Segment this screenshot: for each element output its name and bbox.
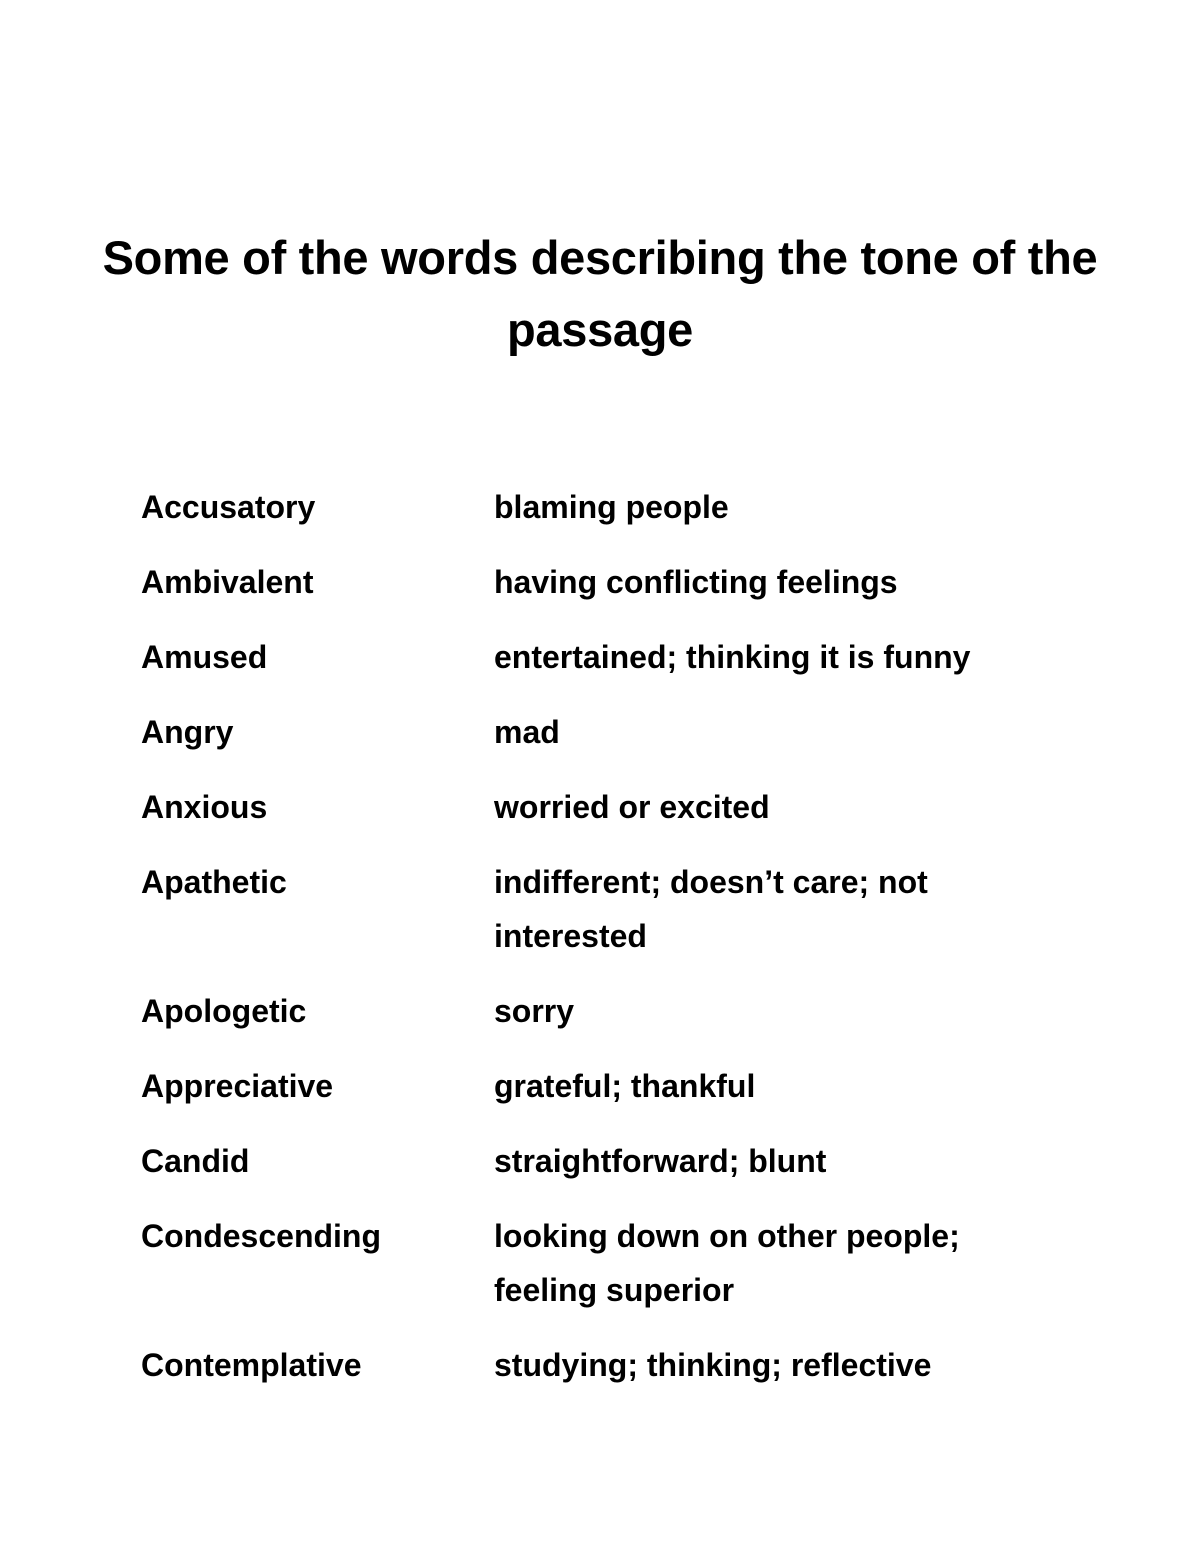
tone-definition: having conflicting feelings <box>494 564 898 600</box>
list-item <box>141 984 1061 1038</box>
tone-definition: looking down on other people; feeling superior <box>494 1218 960 1308</box>
list-item <box>141 780 1061 834</box>
list-item <box>141 1059 1061 1113</box>
tone-term: Accusatory <box>141 489 316 525</box>
list-item <box>141 1134 1061 1188</box>
tone-definition: indifferent; doesn’t care; not interested <box>494 864 928 954</box>
tone-definition: grateful; thankful <box>494 1068 756 1104</box>
tone-term: Contemplative <box>141 1347 362 1383</box>
tone-term: Apologetic <box>141 993 307 1029</box>
tone-definition: blaming people <box>494 489 729 525</box>
tone-term: Apathetic <box>141 864 287 900</box>
tone-definition: studying; thinking; reflective <box>494 1347 932 1383</box>
tone-definition: worried or excited <box>494 789 770 825</box>
tone-definition: mad <box>494 714 560 750</box>
list-item <box>141 1338 1061 1392</box>
list-item <box>141 705 1061 759</box>
tone-term: Angry <box>141 714 234 750</box>
list-item <box>141 480 1061 534</box>
list-item <box>141 555 1061 609</box>
tone-term: Anxious <box>141 789 268 825</box>
tone-definition: straightforward; blunt <box>494 1143 827 1179</box>
tone-term: Ambivalent <box>141 564 314 600</box>
tone-term: Appreciative <box>141 1068 334 1104</box>
list-item <box>141 855 1061 963</box>
tone-definition: sorry <box>494 993 575 1029</box>
tone-term: Amused <box>141 639 268 675</box>
list-item <box>141 630 1061 684</box>
page-title: Some of the words describing the tone of the passage <box>102 231 1098 356</box>
tone-word-list <box>141 480 1061 1413</box>
tone-term: Condescending <box>141 1218 382 1254</box>
tone-definition: entertained; thinking it is funny <box>494 639 971 675</box>
list-item <box>141 1209 1061 1317</box>
tone-term: Candid <box>141 1143 250 1179</box>
